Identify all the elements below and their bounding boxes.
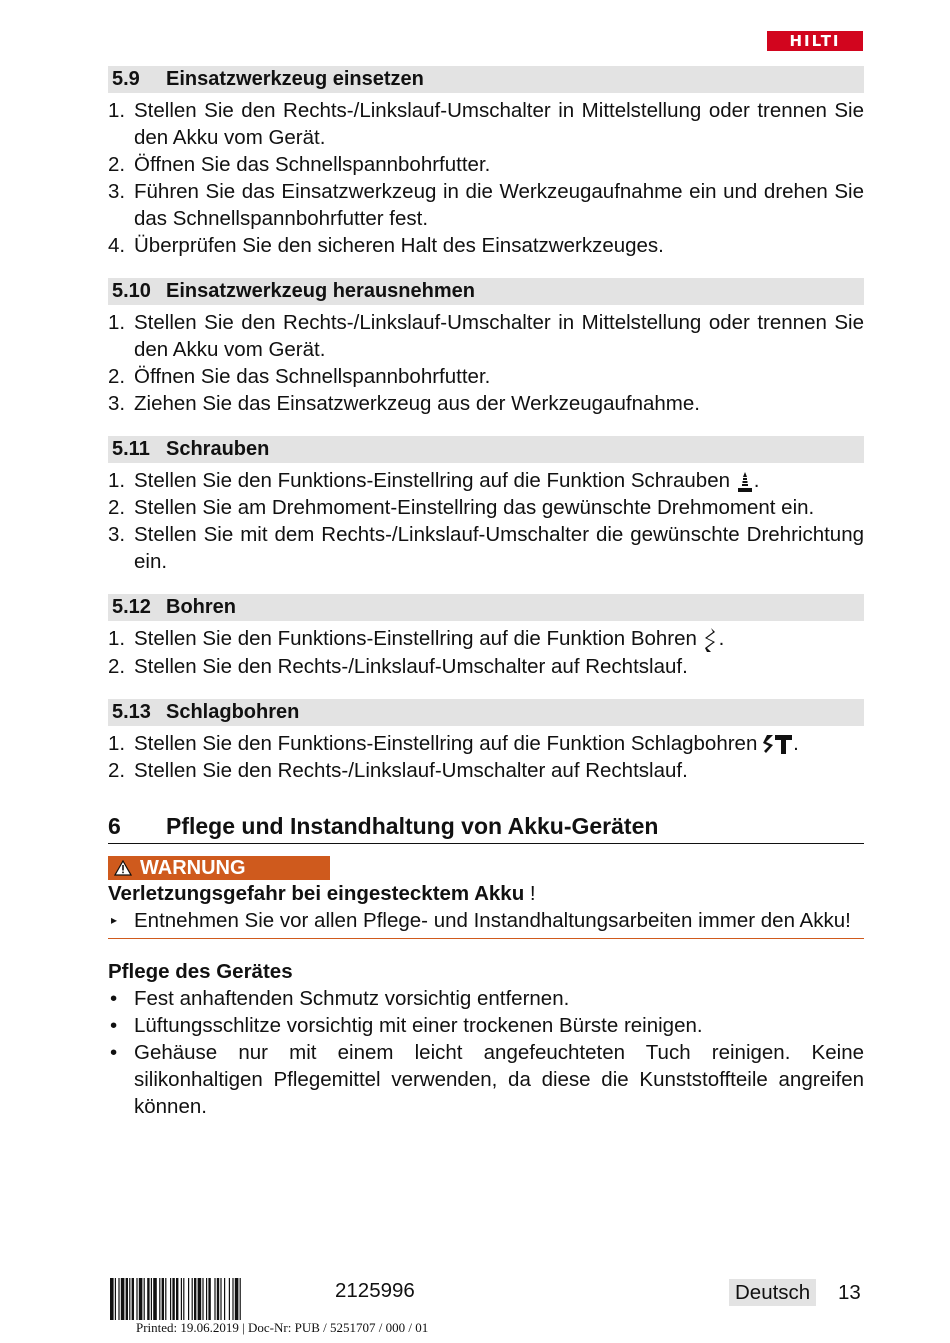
list-item	[108, 363, 864, 390]
print-info: Printed: 19.06.2019 | Doc-Nr: PUB / 5251707 / 000 / 01	[136, 1320, 429, 1335]
section-title: Einsatzwerkzeug einsetzen	[166, 68, 424, 90]
step-list	[108, 625, 864, 680]
step-number: 3.	[108, 523, 126, 546]
step-tail: .	[718, 627, 725, 650]
step-number: 2.	[108, 758, 126, 782]
step-number: 3.	[108, 180, 126, 203]
page-number: 13	[838, 1281, 861, 1304]
section-number: 5.13	[112, 700, 151, 723]
drill-bit-icon	[703, 627, 719, 650]
step-tail: .	[793, 731, 799, 755]
step-number: 1.	[108, 99, 126, 122]
list-item	[108, 97, 864, 151]
chapter-title: Pflege und Instandhaltung von Akku-Geräten	[166, 812, 659, 839]
step-tail: .	[753, 469, 760, 492]
bullet-icon: •	[110, 1040, 118, 1064]
step-number: 1.	[108, 627, 126, 650]
warning-label: WARNUNG	[140, 856, 246, 879]
section-title: Schrauben	[166, 438, 270, 460]
language-label: Deutsch	[729, 1279, 816, 1306]
step-list	[108, 309, 864, 417]
step-text: Stellen Sie am Drehmoment-Einstellring das gewünschte Drehmoment ein.	[134, 496, 815, 519]
bullet-icon: •	[110, 1013, 118, 1037]
bullet-text: Gehäuse nur mit einem leicht angefeuchteten Tuch reinigen. Keine silikonhaltigen Pflegemittel verwenden, da diese die Kunststoffteile angreifen können.	[134, 1040, 864, 1118]
bullet-text: Lüftungsschlitze vorsichtig mit einer trockenen Bürste reinigen.	[134, 1013, 703, 1037]
step-text: Öffnen Sie das Schnellspannbohrfutter.	[134, 365, 491, 388]
list-item	[108, 985, 864, 1012]
barcode	[110, 1278, 316, 1320]
step-number: 2.	[108, 654, 126, 678]
step-number: 1.	[108, 311, 126, 334]
step-text: Stellen Sie mit dem Rechts-/Linkslauf-Umschalter die gewünschte Drehrichtung ein.	[134, 523, 864, 573]
list-item	[108, 1012, 864, 1039]
section-title: Bohren	[166, 596, 236, 618]
bullet-icon: •	[110, 986, 118, 1010]
section-title: Einsatzwerkzeug herausnehmen	[166, 280, 475, 302]
step-number: 1.	[108, 731, 126, 755]
list-item	[108, 178, 864, 232]
list-item	[108, 309, 864, 363]
list-item	[108, 1039, 864, 1120]
step-number: 2.	[108, 365, 126, 388]
step-number: 4.	[108, 234, 126, 257]
warning-item-text: Entnehmen Sie vor allen Pflege- und Instandhaltungsarbeiten immer den Akku!	[134, 908, 851, 932]
warning-item	[108, 907, 864, 934]
step-list	[108, 97, 864, 259]
list-item	[108, 494, 864, 521]
step-text: Stellen Sie den Rechts-/Linkslauf-Umschalter auf Rechtslauf.	[134, 654, 688, 678]
care-heading: Pflege des Gerätes	[108, 959, 293, 983]
list-item	[108, 151, 864, 178]
step-text: Überprüfen Sie den sicheren Halt des Einsatzwerkzeuges.	[134, 234, 664, 257]
section-title: Schlagbohren	[166, 700, 300, 723]
bullet-text: Fest anhaftenden Schmutz vorsichtig entfernen.	[134, 986, 570, 1010]
care-list	[108, 985, 864, 1120]
arrow-right-icon: ▸	[111, 912, 118, 927]
step-text: Stellen Sie den Funktions-Einstellring auf die Funktion Schlagbohren	[134, 731, 758, 755]
list-item	[108, 467, 864, 494]
section-number: 5.12	[112, 596, 151, 618]
section-number: 5.11	[112, 438, 150, 460]
section-heading	[108, 594, 864, 621]
step-text: Stellen Sie den Funktions-Einstellring auf die Funktion Schrauben	[134, 469, 730, 492]
warning-triangle-icon	[114, 857, 140, 879]
step-text: Stellen Sie den Rechts-/Linkslauf-Umschalter in Mittelstellung oder trennen Sie den Akku vom Gerät.	[134, 99, 864, 149]
warning-badge	[108, 856, 330, 880]
warning-title-tail: !	[524, 881, 536, 905]
warning-title-text: Verletzungsgefahr bei eingestecktem Akku	[108, 881, 525, 905]
step-list	[108, 467, 864, 575]
list-item	[108, 521, 864, 575]
section-heading	[108, 436, 864, 463]
screw-icon	[736, 469, 754, 492]
list-item	[108, 653, 864, 680]
list-item	[108, 232, 864, 259]
section-heading	[108, 66, 864, 93]
hilti-logo: HILTI	[767, 31, 863, 51]
chapter-number: 6	[108, 812, 121, 839]
step-text: Stellen Sie den Funktions-Einstellring auf die Funktion Bohren	[134, 627, 697, 650]
step-text: Stellen Sie den Rechts-/Linkslauf-Umschalter auf Rechtslauf.	[134, 758, 688, 782]
step-text: Öffnen Sie das Schnellspannbohrfutter.	[134, 153, 491, 176]
section-heading	[108, 278, 864, 305]
step-text: Führen Sie das Einsatzwerkzeug in die Werkzeugaufnahme ein und drehen Sie das Schnellspannbohrfutter fest.	[134, 180, 864, 230]
document-body	[108, 66, 864, 1120]
step-number: 1.	[108, 469, 126, 492]
section-number: 5.10	[112, 280, 151, 302]
warning-title	[108, 880, 864, 907]
document-code: 2125996	[335, 1279, 415, 1302]
list-item	[108, 730, 864, 757]
chapter-heading	[108, 810, 864, 844]
list-item	[108, 757, 864, 784]
step-text: Stellen Sie den Rechts-/Linkslauf-Umschalter in Mittelstellung oder trennen Sie den Akku vom Gerät.	[134, 311, 864, 361]
step-number: 2.	[108, 496, 126, 519]
hammer-drill-icon	[763, 732, 793, 755]
list-item	[108, 390, 864, 417]
step-number: 2.	[108, 153, 126, 176]
step-text: Ziehen Sie das Einsatzwerkzeug aus der Werkzeugaufnahme.	[134, 392, 700, 415]
list-item	[108, 625, 864, 653]
step-list	[108, 730, 864, 784]
section-heading	[108, 699, 864, 726]
section-number: 5.9	[112, 68, 140, 90]
warning-divider	[108, 938, 864, 939]
step-number: 3.	[108, 392, 126, 415]
